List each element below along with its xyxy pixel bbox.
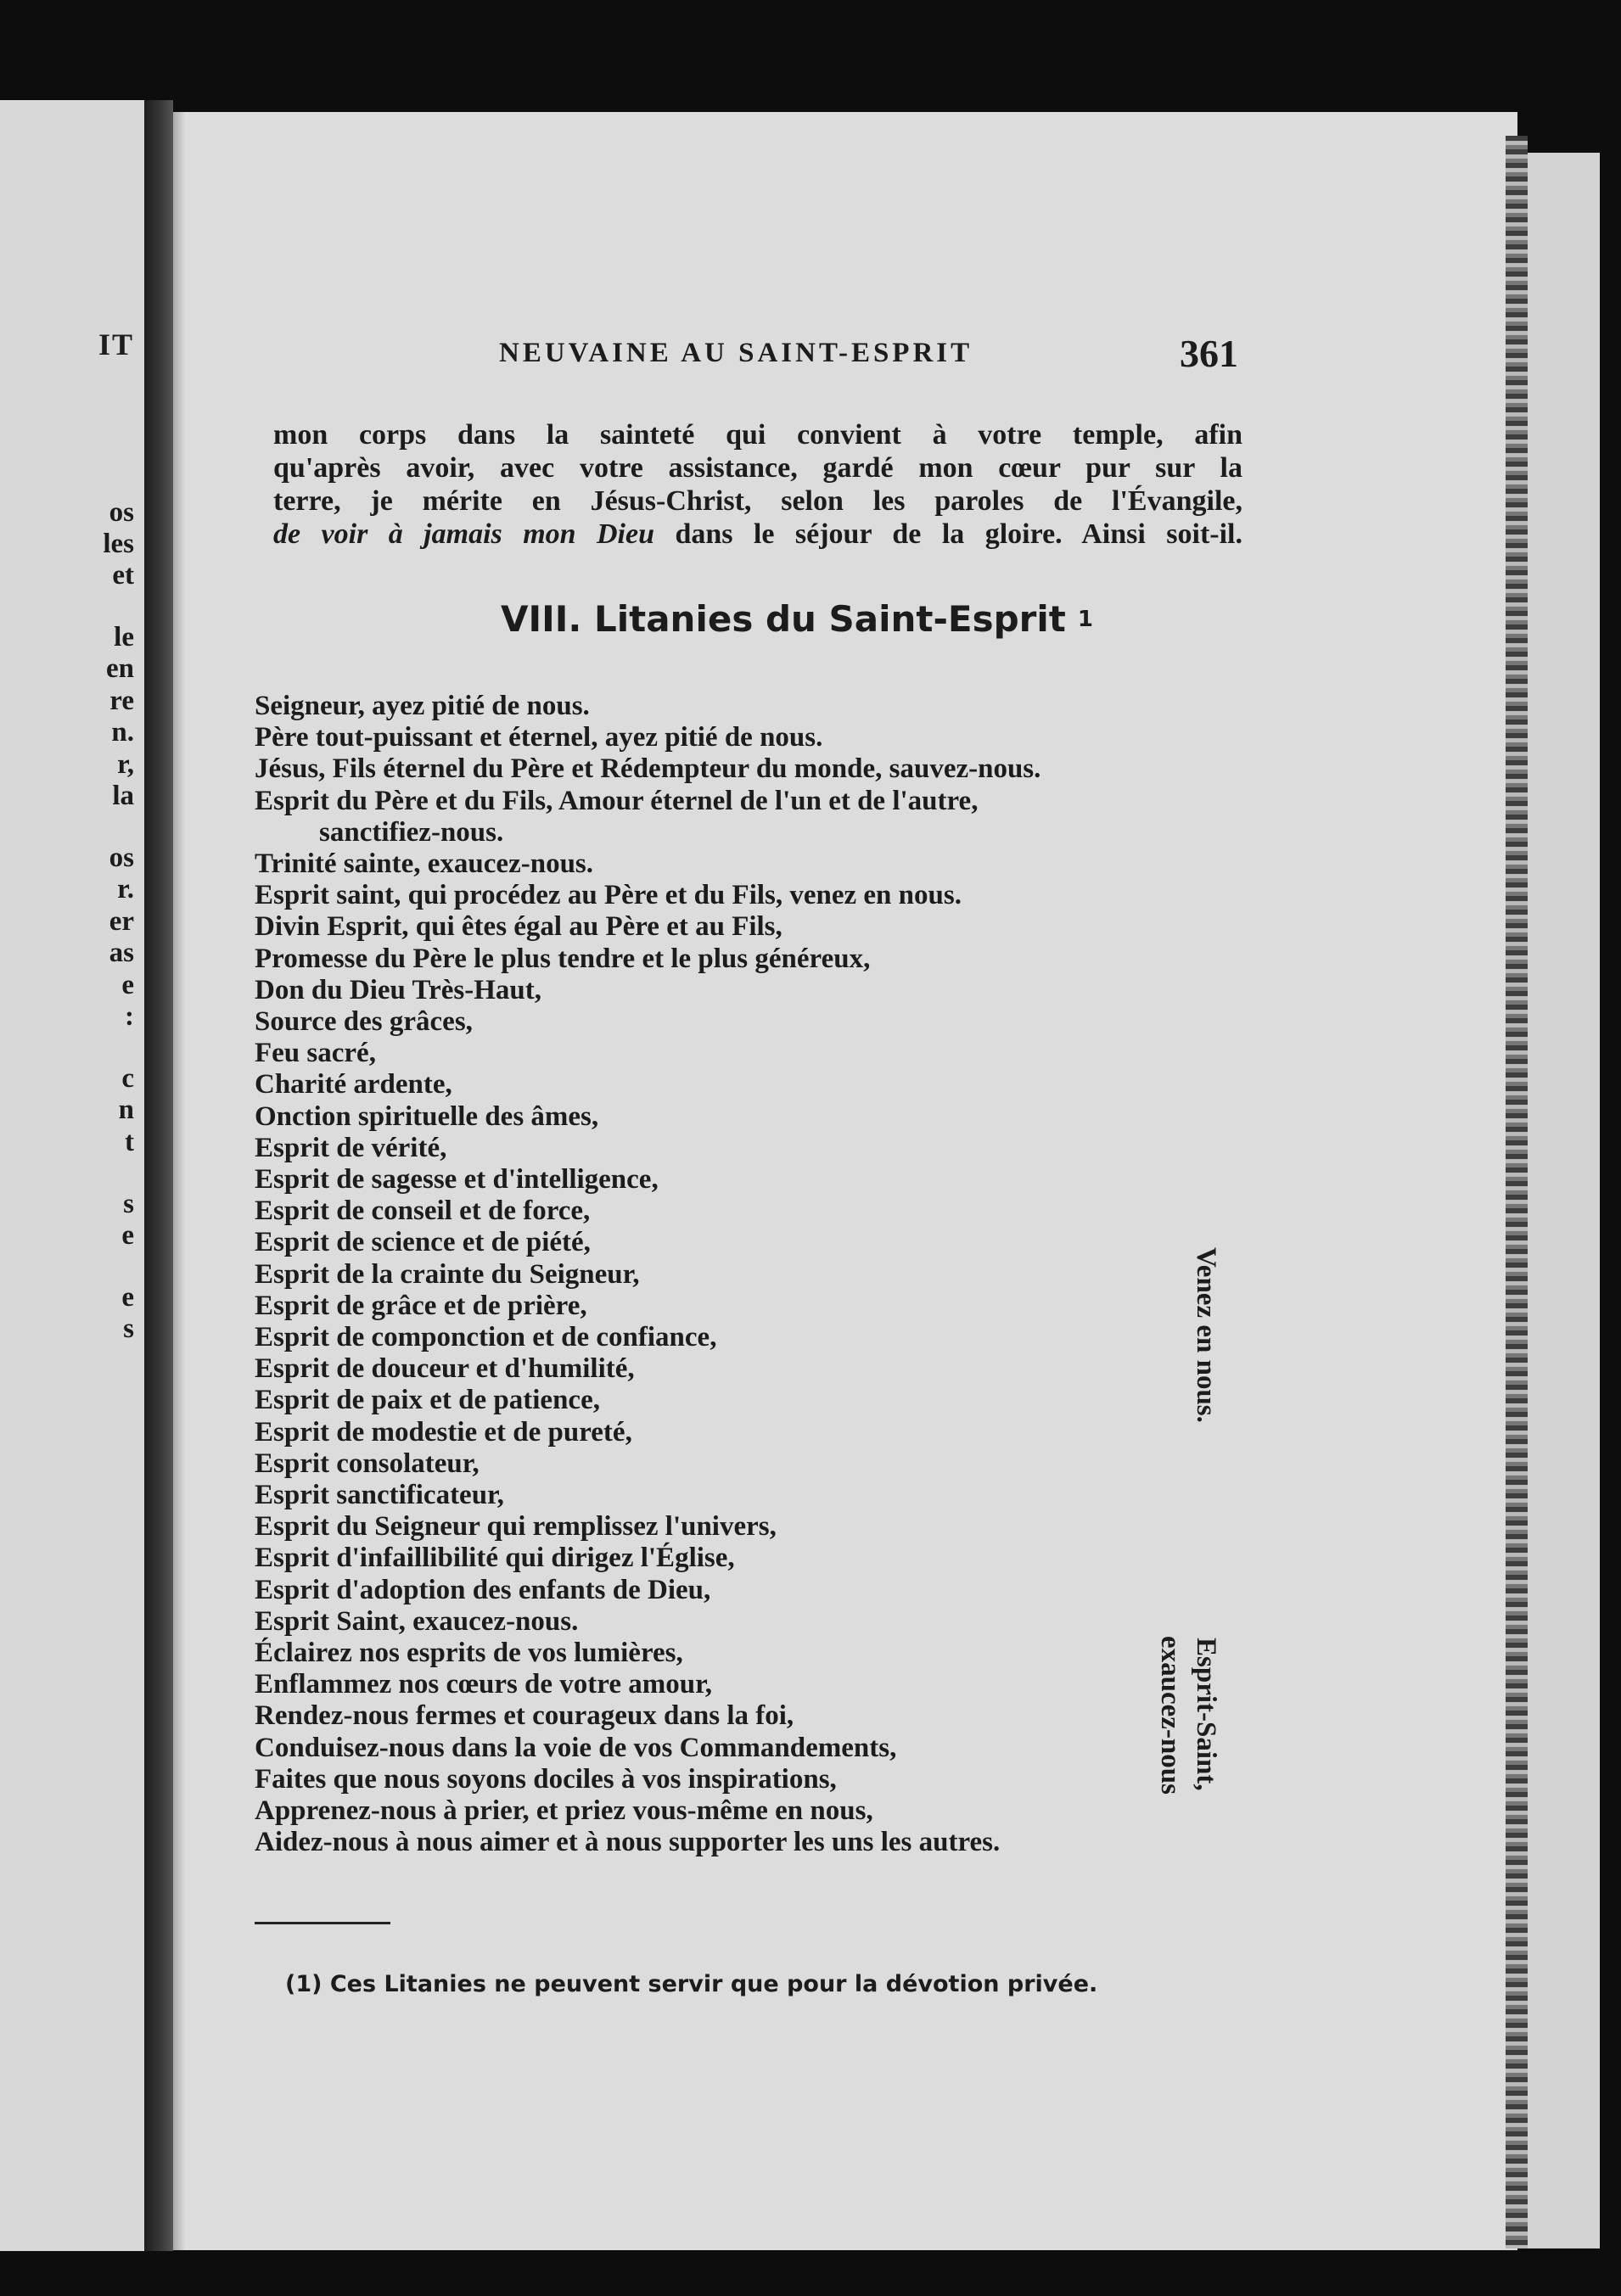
- left-page-fragment: c: [121, 1063, 134, 1094]
- left-page-fragment: r.: [117, 874, 134, 904]
- intro-line-last: [273, 518, 1242, 551]
- left-page-fragment: n.: [111, 717, 134, 748]
- intro-line: terre, je mérite en Jésus-Christ, selon les paroles de l'Évangile,: [273, 485, 1242, 517]
- litany-line: Esprit de vérité,: [255, 1133, 447, 1163]
- left-page-fragment: re: [109, 686, 134, 716]
- previous-page-fragment: [0, 100, 144, 2251]
- litany-line: Esprit de sagesse et d'intelligence,: [255, 1164, 659, 1195]
- litany-line: Apprenez-nous à prier, et priez vous-même en nous,: [255, 1795, 873, 1826]
- litany-line: Esprit saint, qui procédez au Père et du Fils, venez en nous.: [255, 880, 962, 910]
- litany-line: Éclairez nos esprits de vos lumières,: [255, 1638, 683, 1668]
- left-page-fragment: t: [125, 1127, 134, 1157]
- response-esprit-saint: Esprit-Saint,: [1191, 1638, 1221, 1791]
- footnote: (1) Ces Litanies ne peuvent servir que pour la dévotion privée.: [285, 1971, 1098, 1997]
- litany-line: Esprit de douceur et d'humilité,: [255, 1353, 635, 1384]
- left-page-fragment: e: [121, 1220, 134, 1251]
- litany-line: Aidez-nous à nous aimer et à nous supporter les uns les autres.: [255, 1827, 1001, 1857]
- left-page-fragment: os: [109, 843, 134, 873]
- intro-italic-phrase: de voir à jamais mon Dieu: [273, 518, 654, 550]
- litany-line: Esprit de paix et de patience,: [255, 1385, 600, 1415]
- litany-line: Esprit Saint, exaucez-nous.: [255, 1606, 579, 1637]
- litany-line: Charité ardente,: [255, 1069, 452, 1100]
- left-page-fragment: er: [109, 906, 134, 937]
- left-page-fragment: r,: [117, 749, 134, 780]
- litany-line: Don du Dieu Très-Haut,: [255, 975, 541, 1005]
- litany-line: Rendez-nous fermes et courageux dans la foi,: [255, 1700, 794, 1731]
- litany-line: Esprit de modestie et de pureté,: [255, 1417, 632, 1448]
- left-page-fragment: IT: [98, 328, 134, 361]
- litany-line: Onction spirituelle des âmes,: [255, 1101, 599, 1132]
- litany-line: sanctifiez-nous.: [319, 817, 504, 848]
- book-spine: [144, 100, 173, 2251]
- litany-line: Esprit d'adoption des enfants de Dieu,: [255, 1575, 711, 1605]
- running-title: NEUVAINE AU SAINT-ESPRIT: [499, 338, 973, 368]
- intro-line: mon corps dans la sainteté qui convient à votre temple, afin: [273, 419, 1242, 451]
- litany-line: Enflammez nos cœurs de votre amour,: [255, 1669, 712, 1700]
- page-number: 361: [1180, 332, 1238, 375]
- litany-line: Source des grâces,: [255, 1006, 473, 1037]
- intro-line: qu'après avoir, avec votre assistance, gardé mon cœur pur sur la: [273, 452, 1242, 484]
- left-page-fragment: le: [114, 622, 134, 652]
- litany-line: Esprit du Seigneur qui remplissez l'univers,: [255, 1511, 777, 1542]
- left-page-fragment: la: [112, 781, 134, 811]
- intro-last-rest: dans le séjour de la gloire. Ainsi soit-il.: [654, 518, 1242, 550]
- response-venez-en-nous: Venez en nous.: [1191, 1247, 1221, 1423]
- section-heading-text: VIII. Litanies du Saint-Esprit: [501, 598, 1066, 640]
- litany-line: Promesse du Père le plus tendre et le plus généreux,: [255, 944, 871, 974]
- litany-line: Jésus, Fils éternel du Père et Rédempteur du monde, sauvez-nous.: [255, 753, 1041, 784]
- litany-line: Esprit de la crainte du Seigneur,: [255, 1259, 640, 1290]
- section-heading: [501, 598, 1093, 640]
- footnote-rule: [255, 1922, 390, 1924]
- litany-line: Conduisez-nous dans la voie de vos Commandements,: [255, 1733, 897, 1763]
- litany-line: Esprit consolateur,: [255, 1448, 480, 1479]
- left-page-fragment: as: [109, 938, 134, 968]
- litany-line: Esprit de conseil et de force,: [255, 1196, 591, 1226]
- left-page-fragment: :: [125, 1001, 134, 1032]
- left-page-fragment: e: [121, 970, 134, 1000]
- left-page-fragment: os: [109, 497, 134, 528]
- litany-line: Esprit sanctificateur,: [255, 1480, 504, 1510]
- left-page-fragment: s: [123, 1189, 134, 1219]
- left-page-fragment: s: [123, 1313, 134, 1344]
- litany-line: Trinité sainte, exaucez-nous.: [255, 848, 594, 879]
- litany-line: Esprit du Père et du Fils, Amour éternel de l'un et de l'autre,: [255, 786, 979, 816]
- left-page-fragment: e: [121, 1282, 134, 1313]
- right-margin-paper: [1528, 153, 1600, 2248]
- litany-line: Esprit de grâce et de prière,: [255, 1291, 587, 1321]
- litany-line: Esprit d'infaillibilité qui dirigez l'Église,: [255, 1543, 735, 1573]
- litany-line: Faites que nous soyons dociles à vos inspirations,: [255, 1764, 837, 1795]
- litany-line: Père tout-puissant et éternel, ayez pitié de nous.: [255, 722, 823, 753]
- left-page-fragment: en: [106, 653, 134, 684]
- litany-line: Esprit de componction et de confiance,: [255, 1322, 717, 1352]
- footnote-marker: 1: [1077, 607, 1093, 632]
- left-page-fragment: n: [118, 1095, 134, 1125]
- left-page-fragment: les: [103, 529, 134, 559]
- left-page-fragment: et: [112, 560, 134, 591]
- litany-line: Seigneur, ayez pitié de nous.: [255, 691, 590, 721]
- page-edge-stack: [1506, 136, 1528, 2248]
- litany-line: Feu sacré,: [255, 1038, 376, 1068]
- litany-line: Divin Esprit, qui êtes égal au Père et au Fils,: [255, 911, 782, 942]
- litany-line: Esprit de science et de piété,: [255, 1227, 591, 1257]
- response-exaucez-nous: exaucez-nous: [1155, 1636, 1186, 1795]
